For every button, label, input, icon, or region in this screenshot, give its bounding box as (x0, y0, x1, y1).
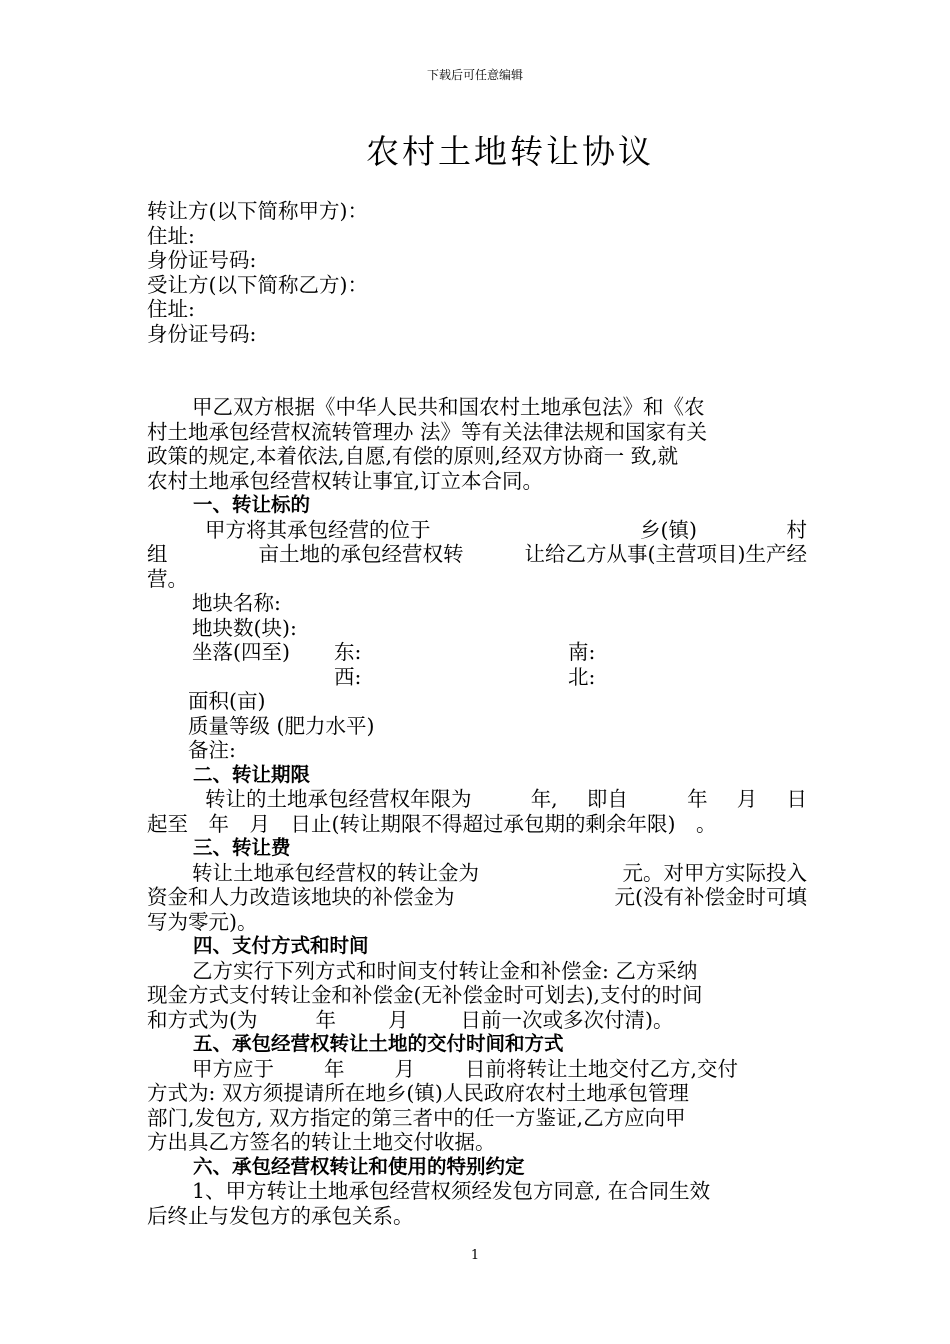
section-heading: 五、承包经营权转让土地的交付时间和方式 (193, 1032, 564, 1055)
preamble-line: 村土地承包经营权流转管理办 法》等有关法律法规和国家有关 (147, 419, 708, 444)
document-body (147, 199, 807, 1228)
header-note: 下载后可任意编辑 (426, 68, 523, 82)
party-line: 受让方(以下简称乙方)： (147, 272, 368, 297)
section-line: 组 亩土地的承包经营权转 让给乙方从事(主营项目)生产经 (147, 542, 807, 566)
page-number: 1 (470, 1248, 480, 1263)
parcel-quality-field: 质量等级 (肥力水平) (188, 713, 375, 738)
preamble-line: 政策的规定,本着依法,自愿,有偿的原则,经双方协商一 致,就 (147, 444, 679, 468)
document-title: 农村土地转让协议 (366, 132, 654, 171)
section-line: 1、甲方转让土地承包经营权须经发包方同意, 在合同生效 (192, 1179, 711, 1203)
section-line: 营。 (147, 566, 188, 591)
section-line: 转让的土地承包经营权年限为 年, 即自 年 月 日 (205, 787, 807, 811)
section-heading: 四、支付方式和时间 (193, 934, 369, 957)
section-line: 乙方实行下列方式和时间支付转让金和补偿金: 乙方采纳 (192, 958, 698, 983)
parcel-count-field: 地块数(块): (192, 615, 297, 640)
section-heading: 二、转让期限 (193, 762, 311, 786)
section-heading: 一、转让标的 (193, 493, 311, 516)
section-line: 方式为: 双方须提请所在地乡(镇)人民政府农村土地承包管理 (147, 1081, 689, 1105)
parcel-area-field: 面积(亩) (188, 689, 266, 713)
preamble-line: 甲乙双方根据《中华人民共和国农村土地承包法》和《农 (192, 395, 705, 419)
section-line: 甲方将其承包经营的位于 乡(镇) 村 (205, 517, 807, 542)
section-heading: 三、转让费 (193, 836, 291, 859)
parcel-location-row: 西: 北: (334, 664, 596, 689)
party-line: 身份证号码: (147, 321, 257, 346)
section-line: 资金和人力改造该地块的补偿金为 元(没有补偿金时可填 (147, 885, 807, 909)
parcel-remark-field: 备注: (188, 738, 236, 762)
party-line: 身份证号码: (147, 248, 257, 272)
party-line: 转让方(以下简称甲方)： (147, 199, 368, 223)
section-line: 现金方式支付转让金和补偿金(无补偿金时可划去),支付的时间 (147, 983, 703, 1007)
section-line: 甲方应于 年 月 日前将转让土地交付乙方,交付 (192, 1056, 739, 1081)
section-line: 后终止与发包方的承包关系。 (147, 1203, 414, 1228)
section-heading: 六、承包经营权转让和使用的特别约定 (193, 1154, 525, 1178)
section-line: 写为零元)。 (147, 909, 258, 934)
party-line: 住址: (147, 297, 195, 321)
section-line: 和方式为(为 年 月 日前一次或多次付清)。 (147, 1007, 674, 1032)
preamble (147, 395, 807, 493)
parties-block (147, 199, 807, 346)
preamble-line: 农村土地承包经营权转让事宜,订立本合同。 (147, 468, 544, 493)
parcel-name-field: 地块名称: (192, 591, 281, 615)
section-line: 起至 年 月 日止(转让期限不得超过承包期的剩余年限) 。 (147, 811, 717, 836)
party-line: 住址: (147, 223, 195, 248)
section-line: 方出具乙方签名的转让土地交付收据。 (147, 1130, 496, 1154)
section-line: 部门,发包方, 双方指定的第三者中的任一方鉴证,乙方应向甲 (147, 1105, 686, 1130)
parcel-location-row: 坐落(四至) 东: 南: (192, 640, 596, 664)
section-line: 转让土地承包经营权的转让金为 元。对甲方实际投入 (192, 860, 807, 885)
